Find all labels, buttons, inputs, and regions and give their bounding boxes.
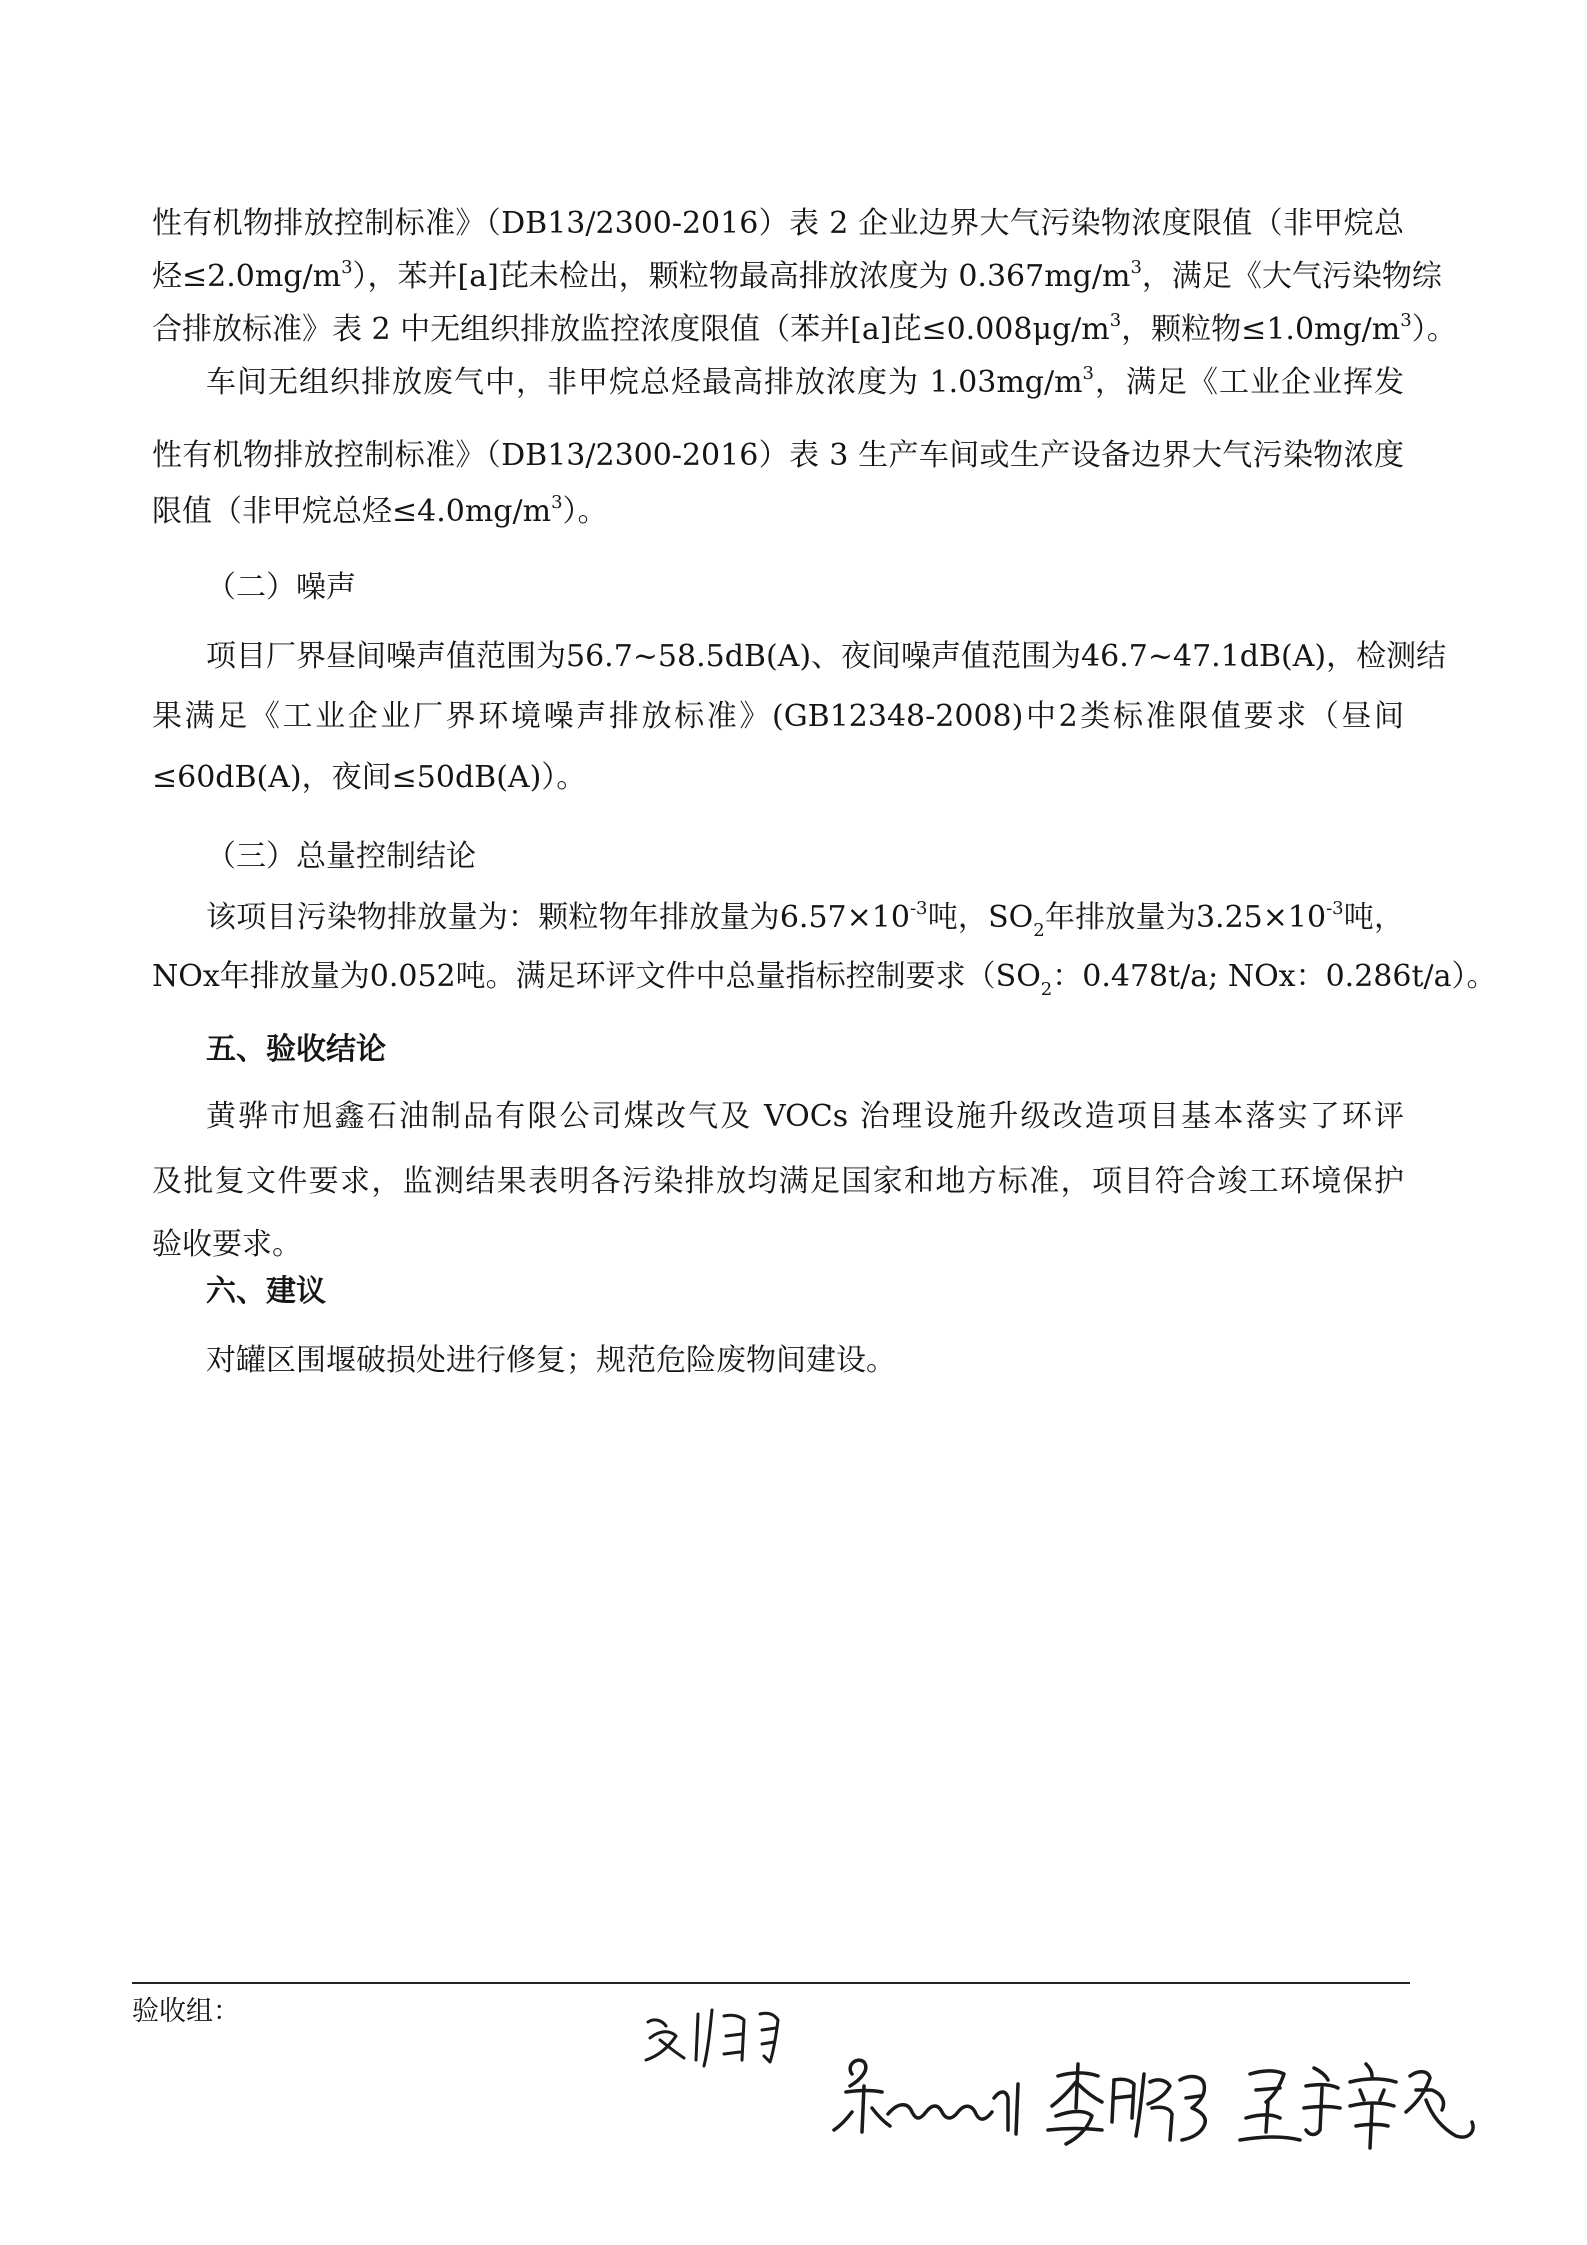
body-line-16 (152, 1162, 1404, 1202)
section-heading-total-control (206, 837, 1458, 877)
text-run: 年排放量为3.25×10 (1044, 900, 1327, 935)
text-run: 黄骅市旭鑫石油制品有限公司煤改气及 VOCs 治理设施升级改造项目基本落实了环评 (206, 1099, 1404, 1134)
superscript: 3 (1109, 310, 1122, 331)
body-line-1 (152, 204, 1404, 244)
text-run: 吨， (1343, 900, 1405, 935)
text-run: 合排放标准》表 2 中无组织排放监控浓度限值（苯并[a]芘≤0.008μg/m (152, 312, 1110, 347)
text-run: ）。 (562, 494, 608, 529)
superscript: -3 (909, 898, 928, 919)
text-run: ，颗粒物≤1.0mg/m (1121, 312, 1401, 347)
text-run: 该项目污染物排放量为：颗粒物年排放量为6.57×10 (206, 900, 910, 935)
superscript: 3 (341, 257, 353, 278)
body-line-5 (152, 436, 1404, 476)
text-run: ≤60dB(A)，夜间≤50dB(A)）。 (152, 760, 587, 795)
body-line-4 (206, 363, 1404, 403)
text-run: 果满足《工业企业厂界环境噪声排放标准》(GB12348-2008)中2类标准限值要求（昼间 (152, 699, 1404, 734)
body-line-12 (206, 898, 1405, 941)
text-run: ），苯并[a]芘未检出，颗粒物最高排放浓度为 0.367mg/m (352, 259, 1131, 294)
body-line-15 (206, 1097, 1404, 1137)
signature-2 (834, 2060, 1018, 2134)
text-run: ，满足《大气污染物综 (1141, 259, 1442, 294)
text-run: 六、建议 (206, 1274, 326, 1309)
superscript: 3 (1130, 257, 1142, 278)
section-heading-suggestion (206, 1272, 1458, 1312)
body-line-3 (152, 310, 1457, 350)
body-line-13 (152, 957, 1497, 1000)
text-run: 限值（非甲烷总烃≤4.0mg/m (152, 494, 552, 529)
handwritten-signatures (620, 1990, 1570, 2190)
text-run: 性有机物排放控制标准》（DB13/2300-2016）表 3 生产车间或生产设备边界大气污染物浓度 (152, 438, 1404, 473)
body-line-19 (206, 1341, 1404, 1381)
text-run: ）。 (1411, 312, 1457, 347)
text-run: （二）噪声 (206, 570, 356, 605)
text-run: 车间无组织排放废气中，非甲烷总烃最高排放浓度为 1.03mg/m (206, 365, 1083, 400)
subscript: 2 (1040, 979, 1053, 1000)
text-run: NOx年排放量为0.052吨。满足环评文件中总量指标控制要求（SO (152, 959, 1041, 994)
section-heading-conclusion (206, 1030, 1458, 1070)
text-run: 验收要求。 (152, 1227, 302, 1262)
text-run: 对罐区围堰破损处进行修复；规范危险废物间建设。 (206, 1343, 896, 1378)
text-run: 及批复文件要求，监测结果表明各污染排放均满足国家和地方标准，项目符合竣工环境保护 (152, 1164, 1404, 1199)
text-run: 吨，SO (927, 900, 1034, 935)
superscript: 3 (1400, 310, 1412, 331)
superscript: -3 (1326, 898, 1344, 919)
body-line-8 (206, 637, 1447, 677)
acceptance-group-label: 验收组： (132, 1996, 240, 2027)
text-run: 项目厂界昼间噪声值范围为56.7~58.5dB(A)、夜间噪声值范围为46.7~47.1dB(A)，检测结 (206, 639, 1447, 674)
text-run: 性有机物排放控制标准》（DB13/2300-2016）表 2 企业边界大气污染物浓度限值（非甲烷总 (152, 206, 1404, 241)
body-line-9 (152, 697, 1404, 737)
superscript: 3 (551, 492, 563, 513)
text-run: 烃≤2.0mg/m (152, 259, 342, 294)
text-run: 五、验收结论 (206, 1032, 386, 1067)
text-run: （三）总量控制结论 (206, 839, 476, 874)
signature-3 (1048, 2064, 1205, 2144)
text-run: ，满足《工业企业挥发 (1094, 365, 1404, 400)
body-line-6 (152, 492, 1404, 532)
subscript: 2 (1033, 920, 1045, 941)
section-heading-noise (206, 568, 1458, 608)
signature-1 (646, 2010, 778, 2066)
body-line-2 (152, 257, 1442, 297)
superscript: 3 (1082, 363, 1094, 384)
body-line-17 (152, 1225, 1404, 1265)
signature-divider (132, 1982, 1410, 1984)
body-line-10 (152, 758, 1404, 798)
text-run: ：0.478t/a; NOx：0.286t/a）。 (1052, 959, 1497, 994)
signature-4 (1240, 2064, 1473, 2148)
